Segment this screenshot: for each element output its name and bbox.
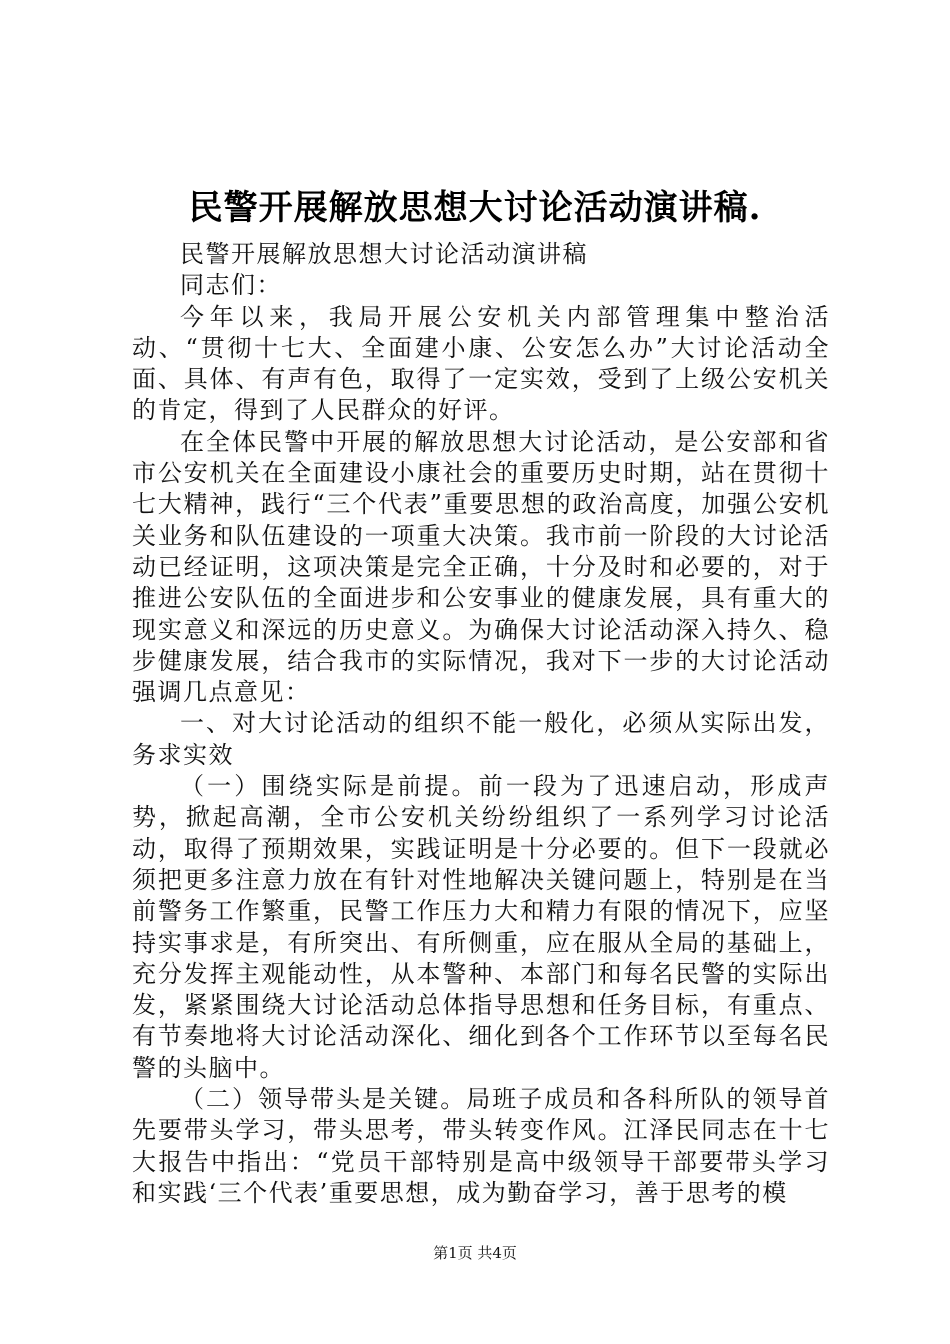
salutation: 同志们：	[180, 271, 282, 300]
paragraph: 今年以来，我局开展公安机关内部管理集中整治活动、“贯彻十七大、全面建小康、公安怎么办”大讨论活动全面、具体、有声有色，取得了一定实效，受到了上级公安机关的肯定，得到了人民群众的好评。	[132, 302, 830, 425]
document-subtitle: 民警开展解放思想大讨论活动演讲稿	[180, 240, 588, 268]
section-heading: 一、对大讨论活动的组织不能一般化，必须从实际出发，务求实效	[132, 709, 830, 769]
paragraph: （二）领导带头是关键。局班子成员和各科所队的领导首先要带头学习，带头思考，带头转变作风。江泽民同志在十七大报告中指出：“党员干部特别是高中级领导干部要带头学习和实践‘三个代表’重要思想，成为勤奋学习，善于思考的模	[132, 1085, 830, 1207]
document-title: 民警开展解放思想大讨论活动演讲稿.	[188, 188, 762, 228]
paragraph: （一）围绕实际是前提。前一段为了迅速启动，形成声势，掀起高潮，全市公安机关纷纷组织了一系列学习讨论活动，取得了预期效果，实践证明是十分必要的。但下一段就必须把更多注意力放在有针对性地解决关键问题上，特别是在当前警务工作繁重，民警工作压力大和精力有限的情况下，应坚持实事求是，有所突出、有所侧重，应在服从全局的基础上，充分发挥主观能动性，从本警种、本部门和每名民警的实际出发，紧紧围绕大讨论活动总体指导思想和任务目标，有重点、有节奏地将大讨论活动深化、细化到各个工作环节以至每名民警的头脑中。	[132, 772, 830, 1082]
paragraph: 在全体民警中开展的解放思想大讨论活动，是公安部和省市公安机关在全面建设小康社会的重要历史时期，站在贯彻十七大精神，践行“三个代表”重要思想的政治高度，加强公安机关业务和队伍建设的一项重大决策。我市前一阶段的大讨论活动已经证明，这项决策是完全正确，十分及时和必要的，对于推进公安队伍的全面进步和公安事业的健康发展，具有重大的现实意义和深远的历史意义。为确保大讨论活动深入持久、稳步健康发展，结合我市的实际情况，我对下一步的大讨论活动强调几点意见：	[132, 427, 830, 707]
page-number-footer: 第1页 共4页	[433, 1244, 517, 1262]
document-body	[132, 239, 830, 1209]
